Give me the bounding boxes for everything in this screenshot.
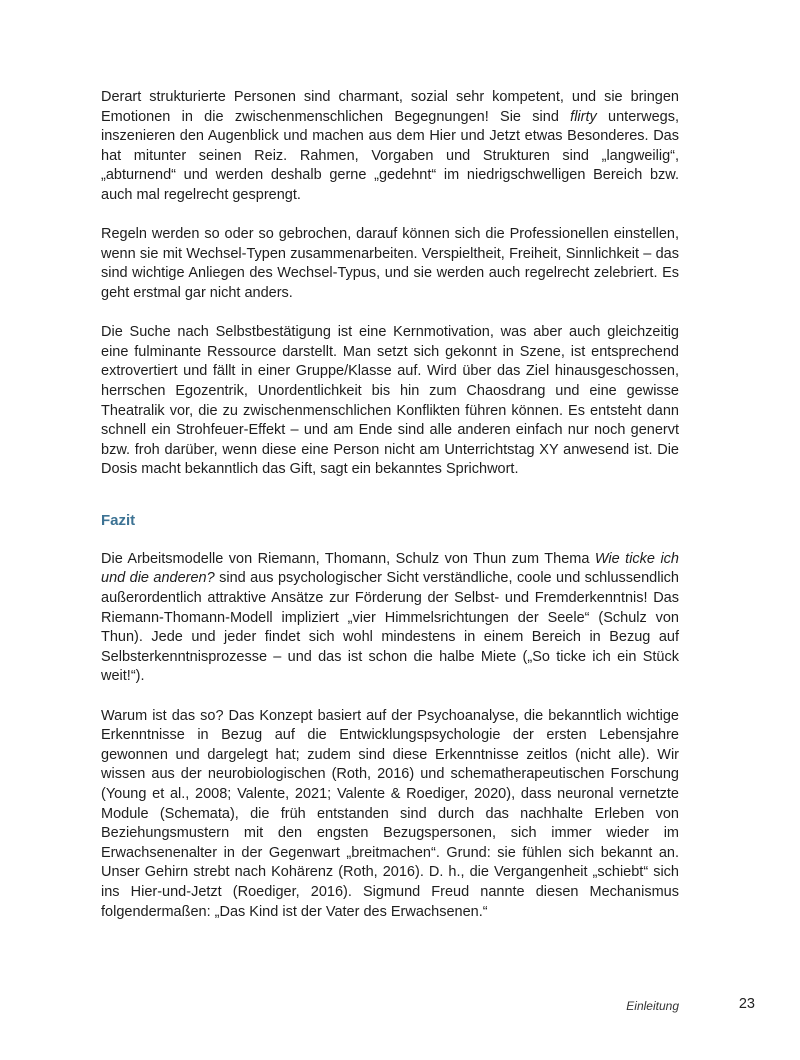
text-run: Derart strukturierte Personen sind charmant, sozial sehr kompetent, und sie bringen Emotionen in die zwischenmenschlichen Begegnungen! Sie sind	[101, 89, 679, 125]
body-section-2	[101, 550, 679, 922]
body-paragraph	[101, 323, 679, 480]
text-run: Die Suche nach Selbstbestätigung ist eine Kernmotivation, was aber auch gleichzeitig eine fulminante Ressource darstellt. Man setzt sich gekonnt in Szene, ist entsprechend extrovertiert und fällt in einer Gruppe/Klasse auf. Wird über das Ziel hinausgeschossen, herrschen Egozentrik, Unordentlichkeit bis hin zum Chaosdrang und eine gewisse Theatralik vor, die zu zwischenmenschlichen Konflikten führen können. Es entsteht dann schnell ein Strohfeuer-Effekt – und am Ende sind alle anderen einfach nur noch genervt bzw. froh darüber, wenn diese eine Person nicht am Unterrichtstag XY anwesend ist. Die Dosis macht bekanntlich das Gift, sagt ein bekanntes Sprichwort.	[101, 324, 679, 478]
text-run: Warum ist das so? Das Konzept basiert auf der Psychoanalyse, die bekanntlich wichtige Erkenntnisse in Bezug auf die Entwicklungspsychologie der ersten Lebensjahre gewonnen und dargelegt hat; zudem sind diese Erkenntnisse zeitlos (nicht alle). Wir wissen aus der neurobiologischen (Roth, 2016) und schematherapeutischen Forschung (Young et al., 2008; Valente, 2021; Valente & Roediger, 2020), dass neuronal vernetzte Module (Schemata), die früh entstanden sind durch das nachhalte Erleben von Beziehungsmustern mit den engsten Bezugspersonen, sich immer wieder im Erwachsenenalter in der Gegenwart „breitmachen“. Grund: sie fühlen sich bekannt an. Unser Gehirn strebt nach Kohärenz (Roth, 2016). D. h., die Vergangenheit „schiebt“ sich ins Hier-und-Jetzt (Roediger, 2016). Sigmund Freud nannte diesen Mechanismus folgendermaßen: „Das Kind ist der Vater des Erwachsenen.“	[101, 707, 679, 920]
text-run: Regeln werden so oder so gebrochen, darauf können sich die Professionellen einstellen, wenn sie mit Wechsel-Typen zusammenarbeiten. Verspieltheit, Freiheit, Sinnlichkeit – das sind wichtige Anliegen des Wechsel-Typus, und sie werden auch regelrecht zelebriert. Es geht erstmal gar nicht anders.	[101, 226, 679, 301]
page-number: 23	[738, 996, 755, 1012]
running-footer-label: Einleitung	[626, 999, 679, 1013]
body-paragraph	[101, 88, 679, 206]
italic-text: flirty	[570, 108, 597, 125]
section-heading: Fazit	[101, 511, 136, 529]
page-body	[101, 88, 679, 922]
body-paragraph	[101, 225, 679, 303]
text-run: sind aus psychologischer Sicht verständliche, coole und schlussendlich außerordentlich attraktive Ansätze zur Förderung der Selbst- und Fremderkenntnis! Das Riemann-Thomann-Modell impliziert „vier Himmelsrichtungen der Seele“ (Schulz von Thun). Jede und jeder findet sich wohl mindestens in einem Bereich in Bezug auf Selbsterkenntnisprozesse – und das ist schon die halbe Miete („So ticke ich ein Stück weit!“).	[101, 570, 679, 685]
italic-text: Wie ticke ich und die anderen?	[101, 550, 679, 587]
body-section-1	[101, 88, 679, 480]
body-paragraph	[101, 550, 679, 687]
text-run: unterwegs, inszenieren den Augenblick und machen aus dem Hier und Jetzt etwas Besonderes. Das hat mitunter seinen Reiz. Rahmen, Vorgaben und Strukturen sind „langweilig“, „abturnend“ und werden deshalb gerne „gedehnt“ im niedrigschwelligen Bereich bzw. auch mal regelrecht gesprengt.	[101, 108, 679, 203]
text-run: Die Arbeitsmodelle von Riemann, Thomann, Schulz von Thun zum Thema	[101, 550, 595, 567]
body-paragraph	[101, 707, 679, 923]
